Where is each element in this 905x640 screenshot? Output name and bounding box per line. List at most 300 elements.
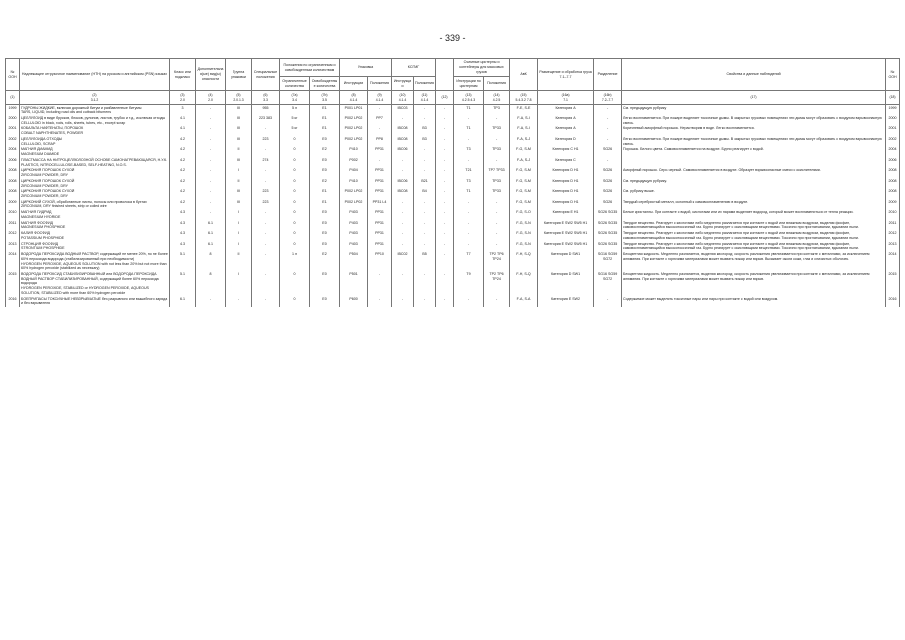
cell-tank-instr: T9: [454, 272, 484, 297]
cell-ibc-prov: -: [414, 105, 436, 116]
column-reference: 2.0: [180, 97, 185, 102]
column-number-label: (3): [180, 93, 185, 98]
cell-col-12: -: [436, 147, 454, 157]
cell-special-provisions: -: [252, 178, 280, 188]
cell-excepted-qty: E0: [310, 241, 340, 251]
column-reference: 4.1.4: [375, 97, 384, 102]
column-reference: 4.1.4: [420, 97, 429, 102]
cell-subsidiary: -: [196, 126, 226, 136]
cell-stowage: Категория E SW2 SW5 H1: [538, 241, 594, 251]
cell-subsidiary: -: [196, 296, 226, 306]
cell-ibc-prov: B3: [414, 136, 436, 146]
cell-packing-prov: PP10: [368, 252, 392, 272]
table-row: [6, 115, 900, 125]
column-number-label: (16a): [561, 93, 570, 98]
column-number-label: (7b): [321, 93, 328, 98]
table-row: [6, 178, 900, 188]
cell-ibc-instr: -: [392, 231, 414, 241]
table-row: [6, 168, 900, 178]
cell-ibc-prov: -: [414, 220, 436, 230]
cell-packing-instr: P404: [340, 168, 368, 178]
cell-excepted-qty: E1: [310, 126, 340, 136]
cell-class: 4.2: [170, 147, 196, 157]
cell-segregation: -: [594, 296, 622, 306]
cell-stowage: Категория D H1: [538, 189, 594, 199]
cell-col-12: -: [436, 231, 454, 241]
cell-ibc-prov: -: [414, 199, 436, 209]
cell-packing-group: III: [226, 115, 252, 125]
cell-excepted-qty: E0: [310, 210, 340, 220]
cell-special-provisions: -: [252, 252, 280, 272]
cell-un-no: 2013: [6, 241, 20, 251]
cell-subsidiary: 6.1: [196, 241, 226, 251]
cell-ems: F-A, S-J: [510, 136, 538, 146]
cell-subsidiary: -: [196, 199, 226, 209]
cell-class: 5.1: [170, 252, 196, 272]
table-row: [6, 241, 900, 251]
table-row: [6, 231, 900, 241]
cell-special-provisions: -: [252, 241, 280, 251]
cell-segregation: SG26 SG35: [594, 241, 622, 251]
cell-ibc-instr: -: [392, 157, 414, 167]
cell-limited-qty: 0: [280, 199, 310, 209]
hdr-packing-group: Группа упаковки: [226, 59, 252, 91]
column-reference: 7.2–7.7: [601, 97, 614, 102]
cell-ems: F-G, S-N: [510, 241, 538, 251]
cell-col-12: -: [436, 210, 454, 220]
cell-excepted-qty: E0: [310, 168, 340, 178]
column-number: [594, 91, 622, 105]
cell-stowage: Категория А: [538, 115, 594, 125]
hdr-un-no: № ООН: [6, 59, 20, 91]
cell-un-no-right: 2010: [886, 210, 900, 220]
cell-ems: F-G, S-N: [510, 220, 538, 230]
cell-un-no: 2012: [6, 231, 20, 241]
cell-packing-group: I: [226, 272, 252, 297]
cell-un-no-right: 2004: [886, 147, 900, 157]
cell-tank-instr: T1: [454, 189, 484, 199]
cell-subsidiary: -: [196, 147, 226, 157]
cell-name: БОЕПРИПАСЫ ТОКСИЧНЫЕ НЕВЗРЫВЧАТЫЕ без разрывного или вышибного заряда и без взрывателя: [20, 296, 170, 306]
cell-limited-qty: 0: [280, 147, 310, 157]
column-number-label: (10): [399, 93, 406, 98]
cell-un-no: 1999: [6, 105, 20, 116]
cell-ems: F-A, S-I: [510, 115, 538, 125]
cell-segregation: SG16 SG59 SG72: [594, 272, 622, 297]
cell-tank-instr: -: [454, 199, 484, 209]
cell-ibc-instr: -: [392, 199, 414, 209]
cell-ibc-instr: -: [392, 241, 414, 251]
cell-name: ЦИРКОНИЙ СУХОЙ, обработанные листы, полосы или проволока в бухтах ZIRCONIUM, DRY finished sheets, strip or coiled wire: [20, 199, 170, 209]
cell-un-no: 2004: [6, 147, 20, 157]
cell-ibc-prov: -: [414, 241, 436, 251]
cell-ems: F-E, S-E: [510, 105, 538, 116]
cell-un-no-right: 2006: [886, 157, 900, 167]
cell-un-no-right: 2014: [886, 252, 900, 272]
cell-tank-prov: -: [484, 136, 510, 146]
hdr-packing-instr: Инструкции: [340, 77, 368, 91]
cell-ems: F-G, S-O: [510, 210, 538, 220]
cell-class: 4.3: [170, 220, 196, 230]
cell-limited-qty: 0: [280, 241, 310, 251]
column-number: [20, 91, 170, 105]
cell-properties: Бесцветная жидкость. Медленно разлагается, выделяя кислород; скорость разложения увеличивается при контакте с металлами, за исключением алюминия. При контакте с горючими материалами может вызвать пожар или взрыв.: [622, 272, 886, 297]
column-number: [484, 91, 510, 105]
table-body: [6, 105, 900, 307]
cell-segregation: SG26: [594, 189, 622, 199]
cell-packing-prov: PP8: [368, 136, 392, 146]
cell-packing-prov: -: [368, 272, 392, 297]
column-number-label: (18): [889, 95, 896, 100]
cell-class: 5.1: [170, 272, 196, 297]
cell-un-no-right: 2000: [886, 115, 900, 125]
hdr-excepted: Освобожденные количества: [310, 77, 340, 91]
cell-subsidiary: -: [196, 189, 226, 199]
cell-class: 4.3: [170, 210, 196, 220]
cell-properties: Твердый серебристый металл, склонный к самовоспламенению в воздухе.: [622, 199, 886, 209]
cell-ibc-prov: -: [414, 157, 436, 167]
cell-packing-group: II: [226, 147, 252, 157]
cell-col-12: -: [436, 105, 454, 116]
cell-packing-prov: PP31: [368, 147, 392, 157]
cell-ibc-prov: -: [414, 168, 436, 178]
cell-stowage: Категория E H1: [538, 210, 594, 220]
cell-segregation: SG26 SG35: [594, 231, 622, 241]
cell-segregation: SG26 SG35: [594, 220, 622, 230]
cell-ems: F-G, S-M: [510, 168, 538, 178]
cell-subsidiary: -: [196, 115, 226, 125]
cell-un-no: 2014: [6, 252, 20, 272]
cell-properties: Легко воспламеняется. При пожаре выделяет токсичные дымы. В закрытых грузовых помещениях эти дымы могут образовать с воздухом взрывоопасную смесь.: [622, 115, 886, 125]
cell-un-no-right: 2008: [886, 168, 900, 178]
cell-ibc-instr: IBC03: [392, 105, 414, 116]
hdr-ibc: КСГМГ: [392, 59, 436, 77]
cell-tank-prov: -: [484, 241, 510, 251]
cell-packing-instr: P002 LP02: [340, 126, 368, 136]
cell-packing-prov: -: [368, 296, 392, 306]
cell-col-12: -: [436, 157, 454, 167]
cell-un-no-right: 2009: [886, 199, 900, 209]
cell-stowage: Категория D: [538, 136, 594, 146]
cell-properties: Порошок. Белого цвета. Самовоспламеняется на воздухе. Бурно реагирует с водой.: [622, 147, 886, 157]
cell-col-12: -: [436, 199, 454, 209]
cell-un-no: 2008: [6, 168, 20, 178]
column-number: [510, 91, 538, 105]
cell-limited-qty: 0: [280, 168, 310, 178]
cell-subsidiary: 8: [196, 272, 226, 297]
column-number: [340, 91, 368, 105]
hdr-limited-excepted: Положения по ограниченным и освобожденным количествам: [280, 59, 340, 77]
cell-packing-group: I: [226, 220, 252, 230]
cell-ibc-instr: IBC08: [392, 136, 414, 146]
cell-packing-group: I: [226, 168, 252, 178]
cell-tank-prov: TP3: [484, 105, 510, 116]
cell-ibc-prov: -: [414, 272, 436, 297]
cell-limited-qty: 0: [280, 220, 310, 230]
cell-un-no: 2008: [6, 189, 20, 199]
column-number-label: (5): [236, 93, 241, 98]
cell-tank-instr: -: [454, 115, 484, 125]
cell-tank-prov: -: [484, 296, 510, 306]
cell-packing-group: II: [226, 252, 252, 272]
column-number: [280, 91, 310, 105]
cell-subsidiary: -: [196, 136, 226, 146]
cell-excepted-qty: E0: [310, 296, 340, 306]
cell-tank-instr: -: [454, 296, 484, 306]
hdr-class: Класс или подкласс: [170, 59, 196, 91]
cell-stowage: Категория D H1: [538, 178, 594, 188]
cell-ibc-instr: IBC08: [392, 126, 414, 136]
table-row: [6, 189, 900, 199]
cell-tank-instr: T1: [454, 126, 484, 136]
cell-un-no: 2010: [6, 210, 20, 220]
cell-name: ЦИРКОНИЯ ПОРОШОК СУХОЙ ZIRCONIUM POWDER, DRY: [20, 168, 170, 178]
cell-packing-prov: PP31: [368, 168, 392, 178]
hdr-ems: АвК: [510, 59, 538, 91]
cell-excepted-qty: E2: [310, 252, 340, 272]
cell-ibc-instr: -: [392, 168, 414, 178]
column-number-label: (15): [520, 93, 527, 98]
cell-tank-prov: -: [484, 210, 510, 220]
cell-tank-instr: T1: [454, 105, 484, 116]
cell-tank-prov: TP33: [484, 147, 510, 157]
cell-limited-qty: 0: [280, 157, 310, 167]
cell-un-no: 2009: [6, 199, 20, 209]
column-reference: 3.5: [322, 97, 327, 102]
cell-packing-instr: P403: [340, 220, 368, 230]
cell-tank-instr: -: [454, 241, 484, 251]
cell-tank-instr: -: [454, 220, 484, 230]
cell-properties: Коричневый аморфный порошок. Нерастворим в воде. Легко воспламеняется.: [622, 126, 886, 136]
cell-class: 4.2: [170, 199, 196, 209]
cell-limited-qty: 5 кг: [280, 115, 310, 125]
cell-tank-prov: -: [484, 220, 510, 230]
cell-excepted-qty: E2: [310, 178, 340, 188]
cell-packing-instr: P002: [340, 157, 368, 167]
cell-col-12: -: [436, 189, 454, 199]
cell-class: 4.3: [170, 241, 196, 251]
cell-packing-instr: P001 LP01: [340, 105, 368, 116]
column-number-label: (14): [493, 93, 500, 98]
cell-tank-prov: -: [484, 115, 510, 125]
cell-properties: Твердое вещество. Реагирует с кислотами либо медленно разлагается при контакте с водой или влажным воздухом, выделяя фосфин, самовоспламеняющийся высокотоксичный газ. Бурно реагирует с окисляющими веществами. Токсично при проглатывании, вдыхании пыли.: [622, 220, 886, 230]
cell-properties: Бесцветная жидкость. Медленно разлагается, выделяя кислород; скорость разложения увеличивается при контакте с металлами, за исключением алюминия. При контакте с горючими материалами может вызвать пожар или взрыв. Вызывает ожоги кожи, глаз и слизистых оболочек.: [622, 252, 886, 272]
cell-ibc-prov: B3: [414, 126, 436, 136]
cell-subsidiary: -: [196, 178, 226, 188]
cell-stowage: Категория C: [538, 157, 594, 167]
column-number: [414, 91, 436, 105]
cell-packing-instr: P600: [340, 296, 368, 306]
cell-un-no-right: 1999: [886, 105, 900, 116]
cell-packing-prov: -: [368, 157, 392, 167]
cell-ibc-prov: -: [414, 231, 436, 241]
column-number-label: (13): [465, 93, 472, 98]
cell-special-provisions: 223 383: [252, 115, 280, 125]
cell-special-provisions: -: [252, 126, 280, 136]
column-number: [368, 91, 392, 105]
hdr-stowage: Размещение и обработка груза 7.1–7.7: [538, 59, 594, 91]
hdr-segregation: Разделение: [594, 59, 622, 91]
column-number-row: [6, 91, 900, 105]
cell-properties: Аморфный порошок. Серо-черный. Самовоспламеняется в воздухе. Образует взрывоопасные смеси с окислителями.: [622, 168, 886, 178]
cell-tank-prov: TP33: [484, 126, 510, 136]
column-reference: 2.0.1.3: [233, 97, 244, 102]
cell-special-provisions: -: [252, 296, 280, 306]
cell-col-12: -: [436, 178, 454, 188]
cell-stowage: Категория E SW2 SW5 H1: [538, 231, 594, 241]
hdr-ibc-instr: Инструкции: [392, 77, 414, 91]
cell-subsidiary: -: [196, 157, 226, 167]
cell-ems: F-G, S-M: [510, 178, 538, 188]
column-number-label: (6): [263, 93, 268, 98]
cell-limited-qty: 1 л: [280, 252, 310, 272]
hdr-properties: Свойства и данные наблюдений: [622, 59, 886, 91]
cell-ems: F-H, S-Q: [510, 272, 538, 297]
hdr-tank-prov: Положения: [484, 77, 510, 91]
cell-un-no: 2001: [6, 126, 20, 136]
cell-ibc-prov: -: [414, 210, 436, 220]
column-number-label: (16b): [603, 93, 612, 98]
cell-col-12: -: [436, 126, 454, 136]
cell-un-no-right: 2002: [886, 136, 900, 146]
cell-ibc-instr: -: [392, 220, 414, 230]
cell-tank-instr: -: [454, 157, 484, 167]
cell-special-provisions: 274: [252, 157, 280, 167]
cell-packing-group: III: [226, 105, 252, 116]
cell-excepted-qty: E1: [310, 115, 340, 125]
cell-limited-qty: 0: [280, 231, 310, 241]
cell-ibc-prov: B5: [414, 252, 436, 272]
cell-tank-instr: -: [454, 231, 484, 241]
cell-packing-instr: P504: [340, 252, 368, 272]
cell-name: ВОДОРОДА ПЕРОКСИД СТАБИЛИЗИРОВАННЫЙ или ВОДОРОДА ПЕРОКСИДА ВОДНЫЙ РАСТВОР СТАБИЛИЗИРОВАННЫЙ, содержащий более 60% пероксида водорода HYDROGEN PEROXIDE, STABILIZED or HYDROGEN PEROXIDE, AQUEOUS SOLUTION, STABILIZED with more than 60% hydrogen peroxide: [20, 272, 170, 297]
cell-stowage: Категория А: [538, 105, 594, 116]
column-number: [392, 91, 414, 105]
hdr-tank: Съемные цистерны и контейнеры для массовых грузов: [454, 59, 510, 77]
cell-tank-instr: T21: [454, 168, 484, 178]
cell-tank-prov: -: [484, 199, 510, 209]
cell-excepted-qty: E1: [310, 105, 340, 116]
cell-class: 4.2: [170, 178, 196, 188]
cell-segregation: SG26: [594, 147, 622, 157]
column-reference: 7.1: [563, 97, 568, 102]
cell-un-no-right: 2012: [886, 231, 900, 241]
column-reference: 5.4.3.2 7.8: [515, 97, 532, 102]
cell-properties: См. предыдущую рубрику: [622, 105, 886, 116]
cell-excepted-qty: E0: [310, 272, 340, 297]
table-row: [6, 147, 900, 157]
cell-tank-prov: TP2 TP6 TP24: [484, 272, 510, 297]
cell-stowage: Категория А: [538, 126, 594, 136]
dangerous-goods-table: [5, 58, 900, 307]
cell-packing-group: I: [226, 210, 252, 220]
cell-packing-prov: PP31: [368, 241, 392, 251]
hdr-packing-prov: Положения: [368, 77, 392, 91]
table-row: [6, 210, 900, 220]
cell-ibc-prov: -: [414, 296, 436, 306]
cell-packing-group: I: [226, 231, 252, 241]
cell-tank-instr: -: [454, 136, 484, 146]
cell-packing-prov: -: [368, 126, 392, 136]
table-row: [6, 126, 900, 136]
cell-packing-instr: P403: [340, 241, 368, 251]
cell-packing-prov: PP31: [368, 231, 392, 241]
column-number: [622, 91, 886, 105]
cell-ibc-instr: IBC08: [392, 189, 414, 199]
cell-packing-prov: -: [368, 105, 392, 116]
cell-packing-prov: PP31: [368, 178, 392, 188]
cell-ems: F-A, S-A: [510, 296, 538, 306]
cell-packing-prov: PP7: [368, 115, 392, 125]
cell-segregation: SG16 SG59 SG72: [594, 252, 622, 272]
cell-class: 4.1: [170, 126, 196, 136]
hdr-special-provisions: Специальные положения: [252, 59, 280, 91]
hdr-tank-instr: Инструкции по цистернам: [454, 77, 484, 91]
column-number: [538, 91, 594, 105]
hdr-name: Надлежащее отгрузочное наименование (НТН) на русском и английском (PSN) языках: [20, 59, 170, 91]
cell-properties: Твердое вещество. Реагирует с кислотами либо медленно разлагается при контакте с водой или влажным воздухом, выделяя фосфин, самовоспламеняющийся высокотоксичный газ. Бурно реагирует с окисляющими веществами. Токсично при проглатывании, вдыхании пыли.: [622, 241, 886, 251]
cell-un-no: 2008: [6, 178, 20, 188]
cell-packing-group: III: [226, 189, 252, 199]
cell-un-no-right: 2013: [886, 241, 900, 251]
table-row: [6, 220, 900, 230]
cell-stowage: Категория C H1: [538, 147, 594, 157]
cell-col-12: -: [436, 168, 454, 178]
cell-un-no-right: 2001: [886, 126, 900, 136]
cell-name: ПЛАСТМАССА НА НИТРОЦЕЛЛЮЛОЗНОЙ ОСНОВЕ САМОНАГРЕВАЮЩАЯСЯ, Н.У.К. PLASTICS, NITROCELLULOSE-BASED, SELF-HEATING, N.O.S.: [20, 157, 170, 167]
cell-class: 4.2: [170, 189, 196, 199]
cell-class: 4.1: [170, 115, 196, 125]
table-row: [6, 296, 900, 306]
cell-un-no-right: 2011: [886, 220, 900, 230]
cell-properties: Белые кристаллы. При контакте с водой, кислотами или их парами выделяет водород, который может воспламениться от тепла реакции.: [622, 210, 886, 220]
cell-ibc-instr: -: [392, 115, 414, 125]
cell-name: МАГНИЯ ГИДРИД MAGNESIUM HYDRIDE: [20, 210, 170, 220]
table-row: [6, 199, 900, 209]
cell-subsidiary: -: [196, 168, 226, 178]
column-number: [196, 91, 226, 105]
cell-special-provisions: 223: [252, 199, 280, 209]
table-row: [6, 157, 900, 167]
cell-packing-instr: P410: [340, 147, 368, 157]
cell-class: 4.2: [170, 168, 196, 178]
column-reference: 4.2.5 4.3: [461, 97, 476, 102]
cell-properties: См. рубрику выше.: [622, 189, 886, 199]
column-reference: 2.0: [208, 97, 213, 102]
cell-excepted-qty: E0: [310, 220, 340, 230]
cell-limited-qty: 0: [280, 189, 310, 199]
cell-subsidiary: 6.1: [196, 231, 226, 241]
cell-packing-group: I: [226, 241, 252, 251]
cell-ems: F-H, S-Q: [510, 252, 538, 272]
cell-un-no: 2000: [6, 115, 20, 125]
cell-tank-instr: T7: [454, 252, 484, 272]
cell-tank-instr: -: [454, 210, 484, 220]
cell-segregation: -: [594, 126, 622, 136]
column-reference: 3.3: [263, 97, 268, 102]
cell-class: 4.2: [170, 136, 196, 146]
column-number-label: (2): [92, 93, 97, 98]
cell-name: ЦИРКОНИЯ ПОРОШОК СУХОЙ ZIRCONIUM POWDER, DRY: [20, 178, 170, 188]
cell-name: ГУДРОНЫ ЖИДКИЕ, включая дорожный битум и разбавленные битумы TARS, LIQUID, including road oils and cutback bitumens: [20, 105, 170, 116]
cell-stowage: Категория D SW1: [538, 252, 594, 272]
column-number-label: (4): [208, 93, 213, 98]
cell-col-12: -: [436, 241, 454, 251]
cell-limited-qty: 5 кг: [280, 126, 310, 136]
cell-excepted-qty: E0: [310, 157, 340, 167]
cell-segregation: -: [594, 105, 622, 116]
cell-tank-prov: -: [484, 231, 510, 241]
